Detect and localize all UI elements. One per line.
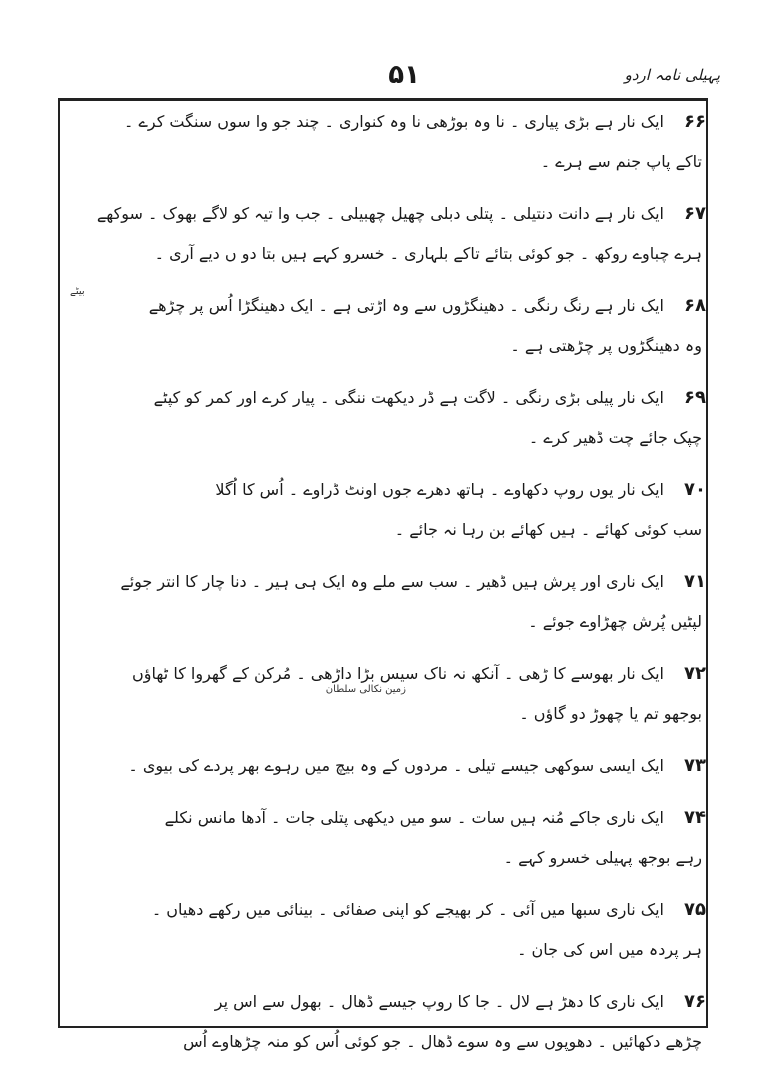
riddle-line: بوجھو تم یا چھوڑ دو گاؤں ۔: [519, 704, 702, 723]
riddle-number: ۶۷: [684, 203, 706, 224]
page-number: ۵۱: [388, 60, 420, 90]
riddle-number: ۷۴: [684, 807, 706, 828]
riddle-line: ۶۷ایک نار ہے دانت دنتیلی ۔ پتلی دبلی چھیل چھبیلی ۔ جب وا تیہ کو لاگے بھوک ۔ سوکھے: [66, 194, 706, 234]
riddle-number: ۷۵: [684, 899, 706, 920]
page-header: [60, 58, 720, 96]
riddle-line: ۷۳ایک ایسی سوکھی جیسے تیلی ۔ مردوں کے وہ بیچ میں رہوے بھر پردے کی بیوی ۔: [66, 746, 706, 786]
riddle-number: ۷۰: [684, 479, 706, 500]
riddle-line: ۶۹ایک نار پیلی بڑی رنگی ۔ لاگت ہے ڈر دیکھت ننگی ۔ پیار کرے اور کمر کو کپٹے: [66, 378, 706, 418]
riddle-line: چپک جائے چت ڈھیر کرے ۔: [528, 428, 702, 447]
interlinear-note: زمین نکالی سلطان: [325, 684, 406, 695]
riddle-entry-68: [66, 286, 706, 366]
riddle-line: ۷۱ایک ناری اور پرش ہیں ڈھیر ۔ سب سے ملے وہ ایک ہی ہیر ۔ دنا چار کا انتر جوئے: [66, 562, 706, 602]
riddle-entry-67: [66, 194, 706, 274]
riddle-number: ۶۶: [684, 111, 706, 132]
riddle-entry-76: [66, 982, 706, 1062]
riddle-line: چڑھے دکھائیں ۔ دھوپوں سے وہ سوے ڈھال ۔ جو کوئی اُس کو منہ چڑھاوے اُس: [183, 1032, 702, 1051]
riddle-entry-70: [66, 470, 706, 550]
riddle-line: رہے بوجھ پہیلی خسرو کہے ۔: [503, 848, 702, 867]
riddle-line: تاکے پاپ جنم سے ہرے ۔: [540, 152, 702, 171]
riddle-line: لپٹیں پُرش چھڑاوے جوئے ۔: [528, 612, 702, 631]
riddle-entry-69: [66, 378, 706, 458]
riddle-line: ۷۶ایک ناری کا دھڑ ہے لال ۔ جا کا روپ جیسے ڈھال ۔ بھول سے اس پر: [66, 982, 706, 1022]
riddle-line: وہ دھینگڑوں پر چڑھتی ہے ۔: [510, 336, 702, 355]
riddle-entry-74: [66, 798, 706, 878]
riddle-number: ۷۲: [684, 663, 706, 684]
riddle-line: ۷۵ایک ناری سبھا میں آئی ۔ کر بھیجے کو اپنی صفائی ۔ بینائی میں رکھے دھیاں ۔: [66, 890, 706, 930]
riddle-line: ہرے چباوے روکھ ۔ جو کوئی بتائے تاکے بلہاری ۔ خسرو کہے ہیں بتا دو ں دیے آری ۔: [154, 244, 702, 263]
riddle-list: [66, 102, 706, 1051]
riddle-line: سب کوئی کھائے ۔ ہیں کھائے بن رہا نہ جائے ۔: [394, 520, 702, 539]
riddle-entry-72: [66, 654, 706, 734]
book-title: پہیلی نامہ اردو: [624, 66, 720, 84]
riddle-line: ۷۰ایک نار یوں روپ دکھاوے ۔ ہاتھ دھرے جوں اونٹ ڈراوے ۔ اُس کا اُگلا: [66, 470, 706, 510]
riddle-line: ۶۶ایک نار ہے بڑی پیاری ۔ نا وہ بوڑھی نا وہ کنواری ۔ چند جو وا سوں سنگت کرے ۔: [66, 102, 706, 142]
riddle-number: ۶۸: [684, 295, 706, 316]
riddle-number: ۷۱: [684, 571, 706, 592]
riddle-line: ۷۴ایک ناری جاکے مُنہ ہیں سات ۔ سو میں دیکھی پتلی جات ۔ آدھا مانس نکلے: [66, 798, 706, 838]
riddle-number: ۶۹: [684, 387, 706, 408]
riddle-number: ۷۳: [684, 755, 706, 776]
riddle-line: ۷۲ایک نار بھوسے کا ڑھی ۔ آنکھ نہ ناک سیس بڑا داڑھی ۔ مُرکن کے گھروا کا ٹھاؤں: [66, 654, 706, 694]
riddle-line: ۶۸ایک نار ہے رنگ رنگی ۔ دھینگڑوں سے وہ اڑتی ہے ۔ ایک دھینگڑا اُس پر چڑھے: [66, 286, 706, 326]
riddle-entry-66: [66, 102, 706, 182]
riddle-entry-73: [66, 746, 706, 786]
margin-note: بیٹے: [70, 286, 85, 297]
riddle-entry-75: [66, 890, 706, 970]
riddle-line: ہر پردہ میں اس کی جان ۔: [517, 940, 702, 959]
riddle-entry-71: [66, 562, 706, 642]
riddle-number: ۷۶: [684, 991, 706, 1012]
